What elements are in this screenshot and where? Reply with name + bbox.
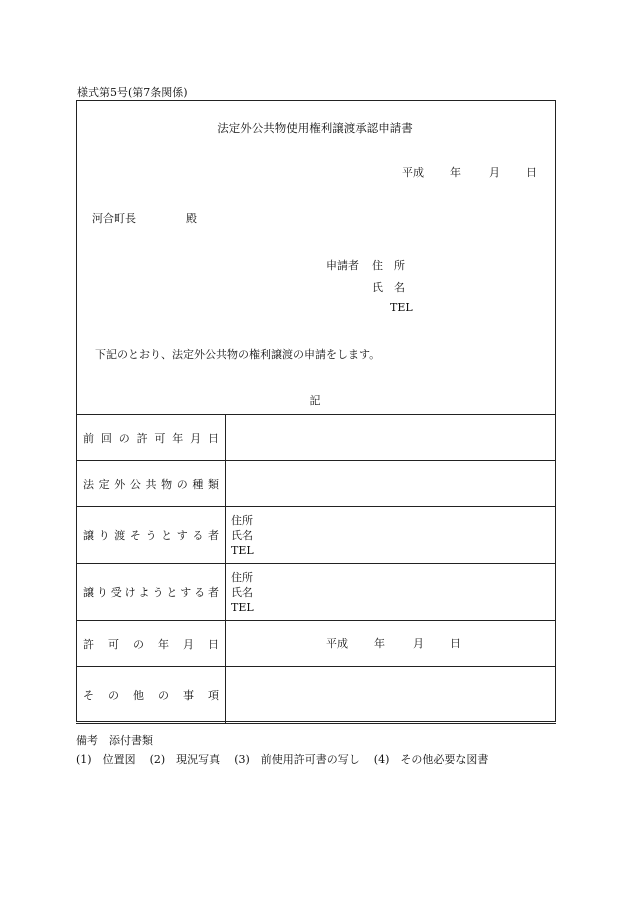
note-item: (3) 前使用許可書の写し	[234, 753, 360, 766]
applicant-label: 申請者	[326, 259, 359, 272]
permit-date-day: 日	[450, 637, 461, 650]
details-table	[76, 414, 556, 724]
notes-title: 備考 添付書類	[76, 734, 153, 747]
applicant-name-label: 氏 名	[372, 281, 405, 294]
transferee-address-label: 住所	[231, 570, 253, 584]
addressee-name: 河合町長	[92, 212, 136, 225]
form-number: 様式第5号(第7条関係)	[77, 86, 188, 99]
table-row	[76, 507, 556, 564]
note-item: (1) 位置図	[76, 753, 136, 766]
permit-date-year: 年	[374, 637, 385, 650]
addressee	[92, 210, 197, 226]
transferee-tel-label: TEL	[231, 600, 254, 614]
table-row	[76, 621, 556, 667]
date-day: 日	[526, 166, 537, 179]
row-label: 譲り渡そうとする者	[76, 507, 226, 564]
row-label: 譲り受けようとする者	[76, 564, 226, 621]
public-property-type-field[interactable]	[226, 461, 557, 507]
notes-list	[76, 751, 502, 767]
application-date	[402, 164, 537, 180]
transferor-name-label: 氏名	[231, 528, 253, 542]
transferor-field[interactable]	[226, 507, 557, 564]
date-month: 月	[489, 166, 500, 179]
row-label: 前回の許可年月日	[76, 415, 226, 461]
addressee-honorific: 殿	[186, 212, 197, 225]
table-row	[76, 415, 556, 461]
permit-date-era: 平成	[326, 637, 348, 650]
row-label: 法定外公共物の種類	[76, 461, 226, 507]
row-label: そ の 他 の 事 項	[76, 667, 226, 724]
table-row	[76, 461, 556, 507]
permit-date-field[interactable]	[226, 621, 557, 667]
note-item: (2) 現況写真	[149, 753, 221, 766]
transferor-address-label: 住所	[231, 513, 253, 527]
date-era: 平成	[402, 166, 424, 179]
transferee-name-label: 氏名	[231, 585, 253, 599]
prev-permit-date-field[interactable]	[226, 415, 557, 461]
other-matters-field[interactable]	[226, 667, 557, 724]
row-label: 許 可 の 年 月 日	[76, 621, 226, 667]
applicant-tel-label: TEL	[390, 301, 413, 314]
note-item: (4) その他必要な図書	[373, 753, 489, 766]
form-title: 法定外公共物使用権利譲渡承認申請書	[217, 121, 413, 135]
table-row	[76, 564, 556, 621]
ki-heading: 記	[309, 394, 321, 407]
date-year: 年	[450, 166, 461, 179]
statement-text: 下記のとおり、法定外公共物の権利譲渡の申請をします。	[95, 348, 381, 361]
table-row	[76, 667, 556, 724]
transferor-tel-label: TEL	[231, 543, 254, 557]
permit-date-month: 月	[413, 637, 424, 650]
applicant-address-label: 住 所	[372, 259, 405, 272]
transferee-field[interactable]	[226, 564, 557, 621]
